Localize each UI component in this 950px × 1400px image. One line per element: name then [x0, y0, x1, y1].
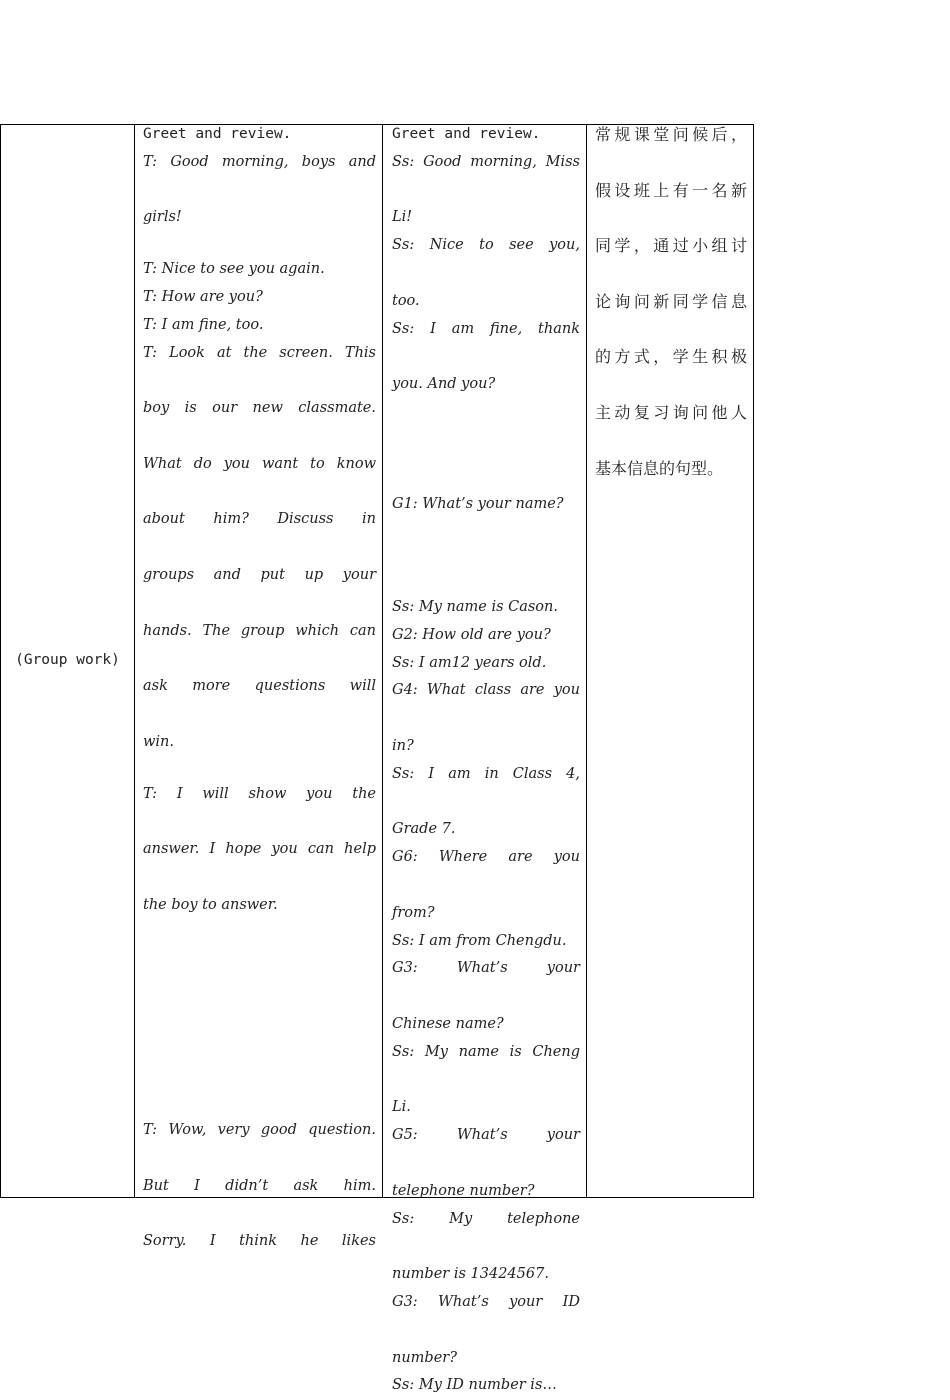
teacher-line: T: I will show you the	[143, 785, 376, 802]
student-line: G6: Where are you	[392, 849, 580, 866]
purpose-line: 的方式，学生积极	[595, 347, 747, 367]
table-row	[1, 125, 754, 1198]
teacher-line: T: I am fine, too.	[143, 316, 264, 333]
student-line: you. And you?	[392, 376, 496, 393]
stage-label: (Group work)	[15, 652, 120, 669]
student-line: G3: What’s your ID	[392, 1293, 580, 1310]
student-line: Li.	[392, 1099, 411, 1116]
student-line: Ss: I am fine, thank	[392, 320, 580, 337]
teacher-line: T: Good morning, boys and	[143, 153, 376, 170]
student-line-g1: G1: What’s your name?	[392, 496, 564, 512]
student-line: Ss: My ID number is…	[392, 1377, 557, 1394]
teacher-activity-cell	[135, 125, 383, 1250]
student-line: from?	[392, 904, 435, 921]
student-line: Ss: My name is Cheng	[392, 1043, 580, 1060]
teacher-line: hands. The group which can	[143, 622, 376, 639]
teacher-line: girls!	[143, 209, 182, 226]
teacher-line: T: How are you?	[143, 288, 263, 305]
purpose-line: 论询问新同学信息	[595, 291, 747, 311]
student-line: Grade 7.	[392, 821, 456, 838]
teacher-line: T: Nice to see you again.	[143, 261, 325, 278]
teacher-line: win.	[143, 733, 174, 750]
purpose-line: 主动复习询问他人	[595, 402, 747, 422]
purpose-line: 基本信息的句型。	[595, 458, 724, 478]
student-line: G3: What’s your	[392, 960, 580, 977]
teacher-line: boy is our new classmate.	[143, 400, 376, 417]
student-line: Ss: Good morning, Miss	[392, 153, 580, 170]
teacher-line: What do you want to know	[143, 455, 376, 472]
student-line: G5: What’s your	[392, 1127, 580, 1144]
teacher-line: about him? Discuss in	[143, 511, 376, 528]
teacher-line: groups and put up your	[143, 566, 376, 583]
purpose-line: 常规课堂问候后，	[595, 125, 747, 144]
teacher-heading: Greet and review.	[143, 126, 292, 142]
purpose-line: 同学，通过小组讨	[595, 236, 747, 256]
teacher-line: But I didn’t ask him.	[143, 1177, 376, 1194]
lesson-plan-table	[0, 124, 754, 1394]
student-heading: Greet and review.	[392, 126, 541, 142]
student-line: Ss: I am12 years old.	[392, 654, 547, 671]
purpose-line: 假设班上有一名新	[595, 180, 747, 200]
teacher-line: answer. I hope you can help	[143, 841, 376, 858]
student-line: G4: What class are you	[392, 682, 580, 699]
student-line: number is 13424567.	[392, 1266, 549, 1283]
student-line: Chinese name?	[392, 1015, 504, 1032]
teacher-line: ask more questions will	[143, 678, 376, 695]
purpose-cell	[587, 125, 754, 1198]
teacher-line: the boy to answer.	[143, 896, 278, 913]
student-line: Ss: I am from Chengdu.	[392, 932, 567, 949]
student-activity-cell	[383, 125, 587, 1394]
student-line: telephone number?	[392, 1182, 535, 1199]
student-line: G2: How old are you?	[392, 626, 551, 643]
student-line: Li!	[392, 209, 413, 226]
student-line: Ss: I am in Class 4,	[392, 765, 580, 782]
student-line: number?	[392, 1349, 457, 1366]
teacher-line: Sorry. I think he likes	[143, 1233, 376, 1250]
student-line: Ss: My telephone	[392, 1210, 580, 1227]
student-line: Ss: My name is Cason.	[392, 599, 558, 615]
stage-cell	[1, 125, 135, 1198]
teacher-line: T: Look at the screen. This	[143, 344, 376, 361]
student-line: in?	[392, 737, 414, 754]
teacher-line: T: Wow, very good question.	[143, 1122, 376, 1138]
student-line: too.	[392, 292, 420, 309]
student-line: Ss: Nice to see you,	[392, 237, 580, 254]
